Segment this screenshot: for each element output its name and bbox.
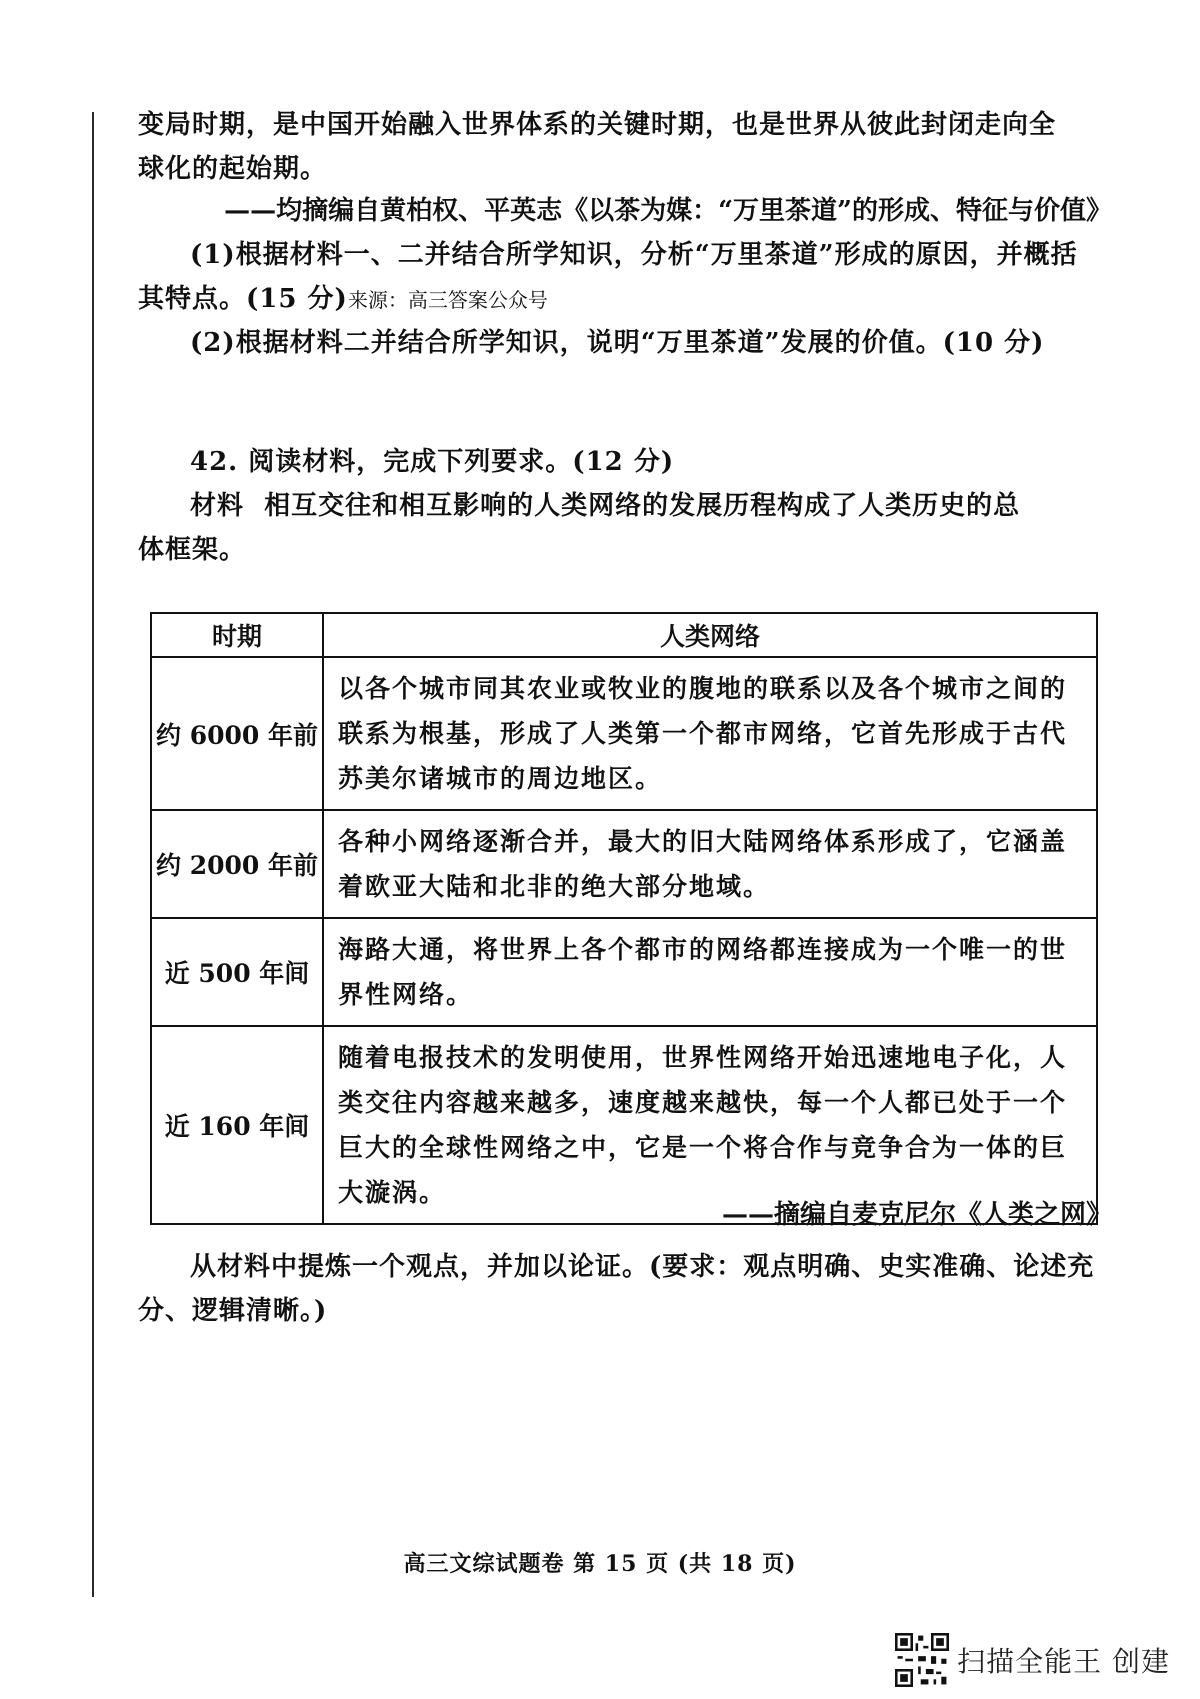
citation: ——均摘编自黄柏权、平英志《以茶为媒：“万里茶道”的形成、特征与价值》 [224,196,1112,226]
paragraph-line: 变局时期，是中国开始融入世界体系的关键时期，也是世界从彼此封闭走向全 [138,110,1057,140]
period-cell: 约 6000 年前 [151,657,323,810]
question-41-part-1-line2: 其特点。(15 分) [138,284,348,314]
binding-margin-line [92,112,94,1597]
header-network: 人类网络 [323,613,1097,657]
network-cell: 各种小网络逐渐合并，最大的旧大陆网络体系形成了，它涵盖着欧亚大陆和北非的绝大部分地域。 [323,810,1097,918]
network-cell: 海路大通，将世界上各个都市的网络都连接成为一个唯一的世界性网络。 [323,918,1097,1026]
question-42-heading: 42. 阅读材料，完成下列要求。(12 分) [190,447,675,477]
table-row [151,810,1097,918]
period-cell: 约 2000 年前 [151,810,323,918]
scanner-label: 扫描全能王 创建 [957,1645,1170,1678]
material-label: 材料 [190,491,245,521]
period-cell: 近 160 年间 [151,1026,323,1224]
paragraph-line: 球化的起始期。 [138,154,328,184]
header-period: 时期 [151,613,323,657]
material-intro [190,484,1020,528]
qr-code-icon [895,1633,949,1687]
scanner-watermark [895,1633,1170,1687]
citation: ——摘编自麦克尼尔《人类之网》 [721,1200,1112,1230]
question-41-part-1: (1)根据材料一、二并结合所学知识，分析“万里茶道”形成的原因，并概括 [190,240,1078,270]
table-row [151,657,1097,810]
question-41-part-2: (2)根据材料二并结合所学知识，说明“万里茶道”发展的价值。(10 分) [190,328,1045,358]
table-header-row [151,613,1097,657]
table-row [151,918,1097,1026]
question-42-task-continued: 分、逻辑清晰。) [138,1296,328,1326]
question-42-task: 从材料中提炼一个观点，并加以论证。(要求：观点明确、史实准确、论述充 [190,1252,1095,1282]
network-cell: 以各个城市同其农业或牧业的腹地的联系以及各个城市之间的联系为根基，形成了人类第一个都市网络，它首先形成于古代苏美尔诸城市的周边地区。 [323,657,1097,810]
network-cell: 随着电报技术的发明使用，世界性网络开始迅速地电子化，人类交往内容越来越多，速度越来越快，每一个人都已处于一个巨大的全球性网络之中，它是一个将合作与竞争合为一体的巨大漩涡。 [323,1026,1097,1224]
question-41-part-1-continued [138,277,548,322]
material-text: 相互交往和相互影响的人类网络的发展历程构成了人类历史的总 [264,491,1021,521]
material-table [150,612,1098,1225]
period-cell: 近 500 年间 [151,918,323,1026]
material-text-continued: 体框架。 [138,535,247,565]
source-note: 来源：高三答案公众号 [347,288,548,312]
page-footer: 高三文综试题卷 第 15 页 (共 18 页) [403,1551,797,1577]
